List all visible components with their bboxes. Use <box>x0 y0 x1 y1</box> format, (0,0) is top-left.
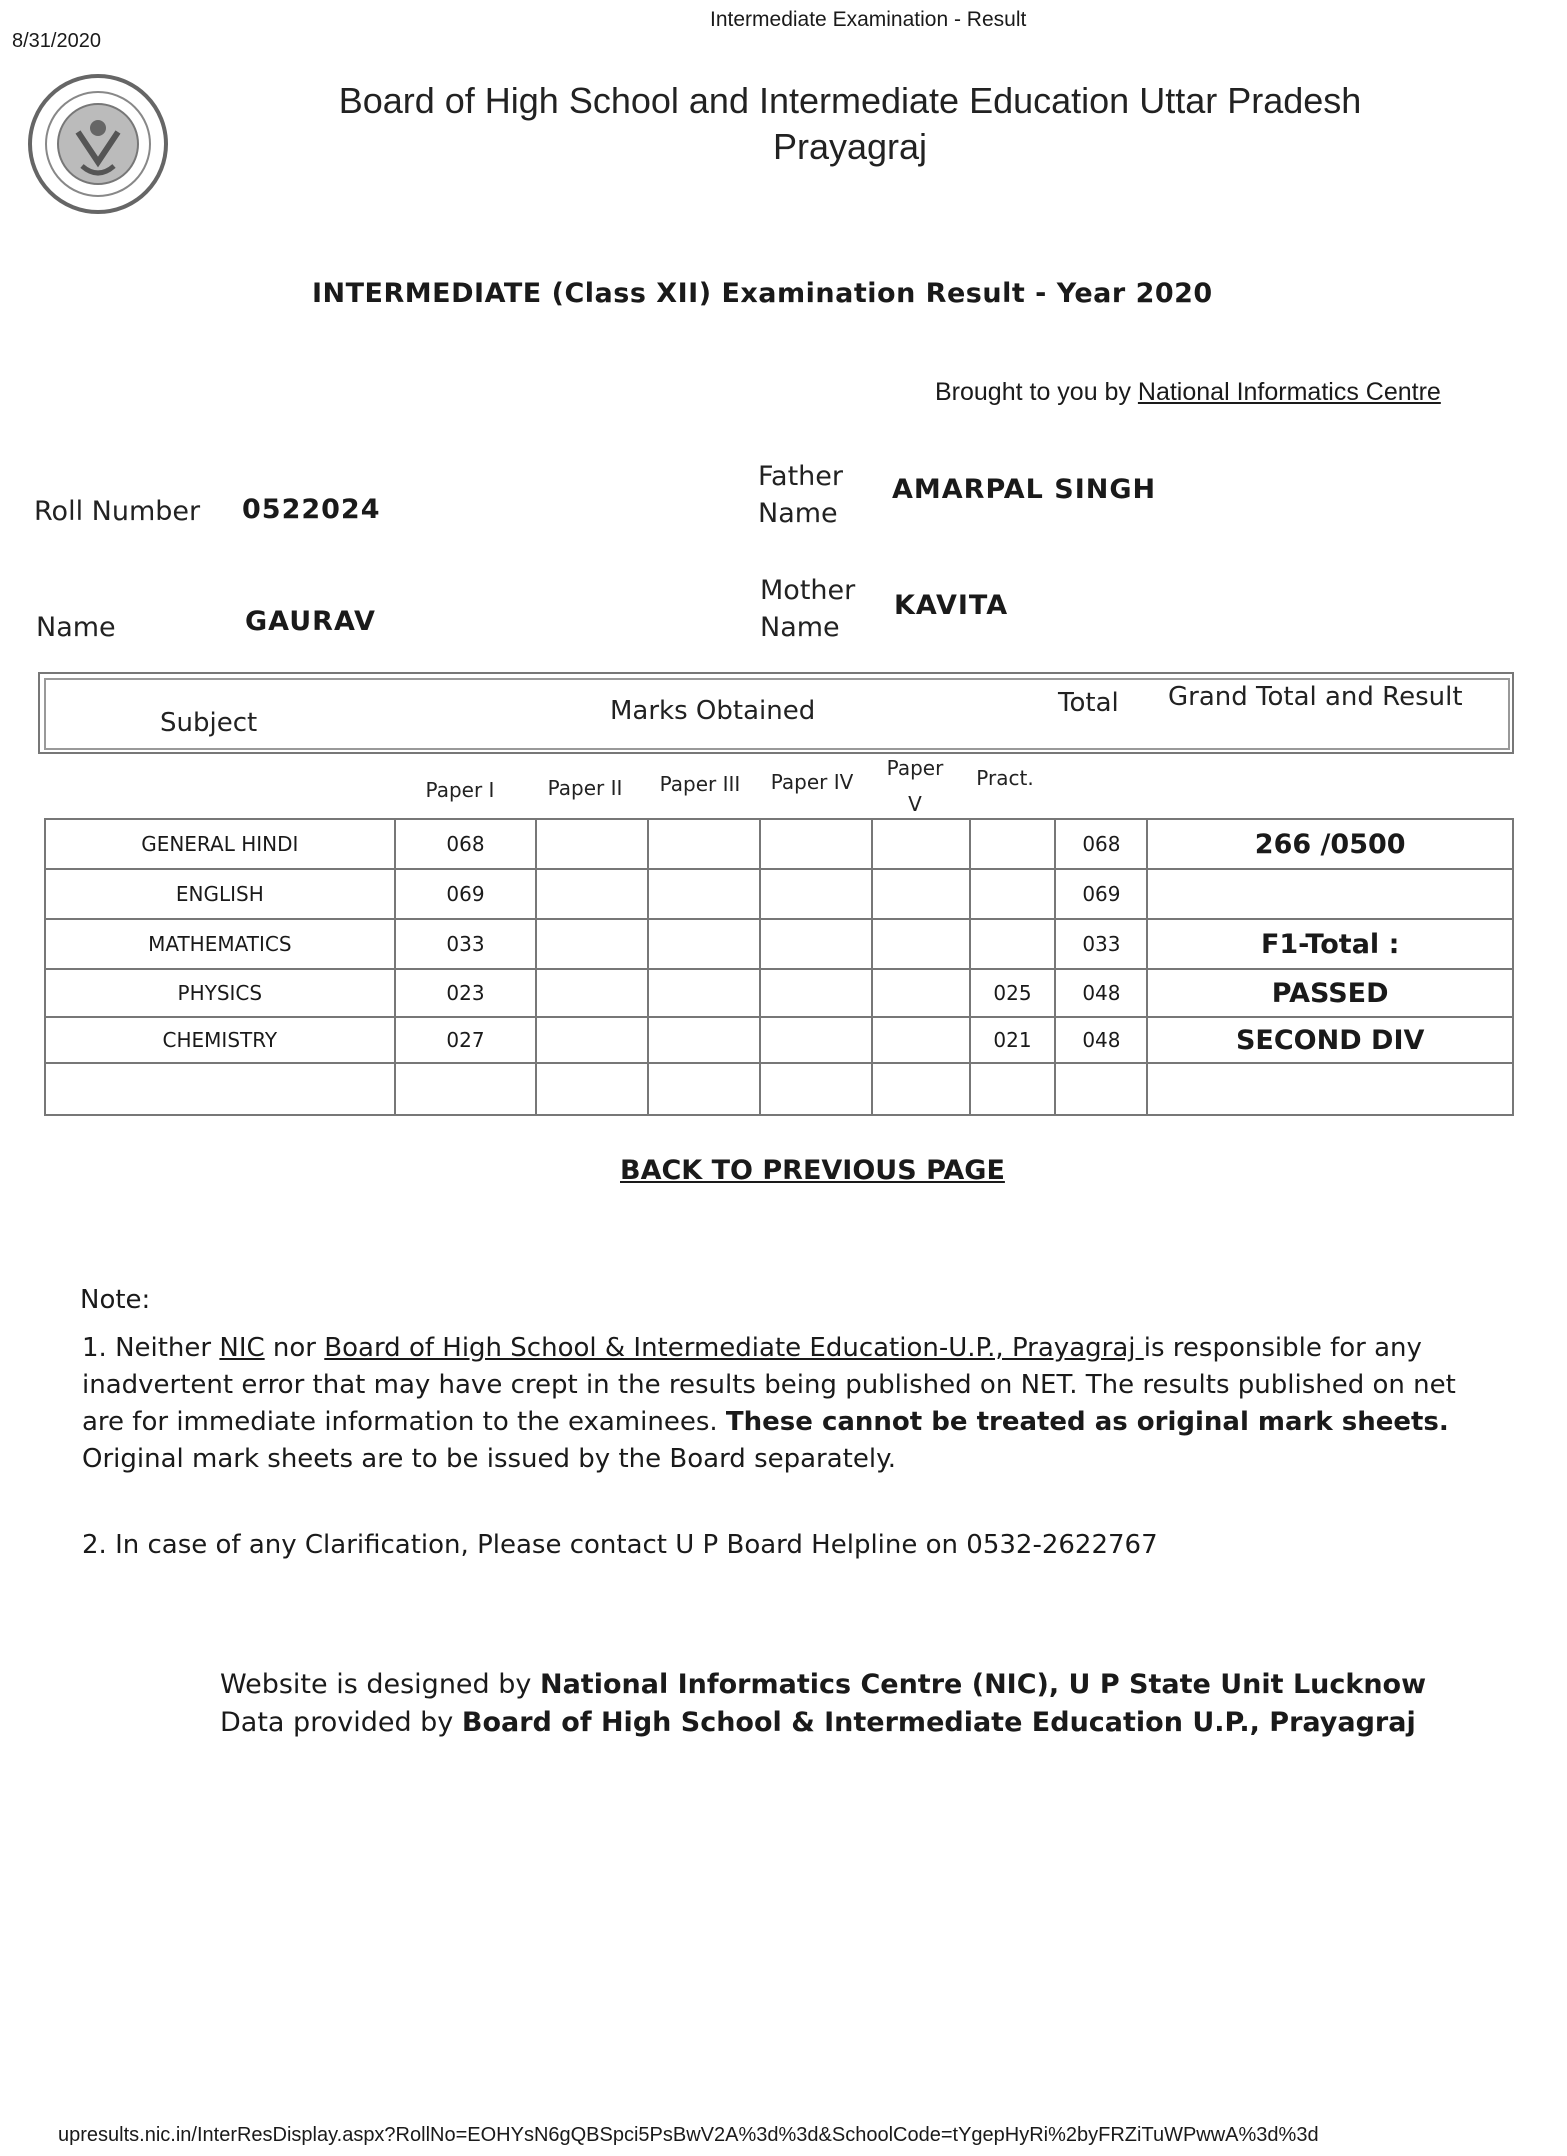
cell-p1: 069 <box>395 869 537 919</box>
cell-pract <box>970 1063 1056 1115</box>
header-subject: Subject <box>160 708 258 738</box>
cell-total: 048 <box>1055 1017 1147 1063</box>
subheader-paper-5-line2: V <box>908 792 922 816</box>
cell-p3 <box>648 919 760 969</box>
mother-label-line2: Name <box>760 612 840 643</box>
footer-line2-prefix: Data provided by <box>220 1707 462 1738</box>
board-name-line1: Board of High School and Intermediate Education Uttar Pradesh <box>338 80 1362 121</box>
cell-p5 <box>872 819 970 869</box>
cell-p2 <box>536 869 648 919</box>
roll-number-label: Roll Number <box>34 496 201 527</box>
cell-total: 048 <box>1055 969 1147 1017</box>
footer-line2 <box>220 1704 1416 1742</box>
cell-p1: 027 <box>395 1017 537 1063</box>
board-name <box>300 78 1400 170</box>
cell-result: 266 /0500 <box>1147 819 1513 869</box>
note-1-line3 <box>82 1404 1562 1441</box>
page-url: upresults.nic.in/InterResDisplay.aspx?RollNo=EOHYsN6gQBSpci5PsBwV2A%3d%3d&SchoolCode=tYgepHyRi%2byFRZiTuWPwwA%3d%3d <box>58 2124 1319 2146</box>
nic-link[interactable]: National Informatics Centre <box>1137 378 1441 406</box>
cell-p5 <box>872 869 970 919</box>
marks-table <box>44 818 1514 1116</box>
print-title: Intermediate Examination - Result <box>710 8 1027 31</box>
mother-name-value: KAVITA <box>894 590 1009 621</box>
cell-p1 <box>395 1063 537 1115</box>
cell-p4 <box>760 819 872 869</box>
subheader-paper-4: Paper IV <box>770 770 854 794</box>
note-1-line4: Original mark sheets are to be issued by the Board separately. <box>82 1444 897 1474</box>
brought-by <box>935 378 1441 407</box>
mother-label-line1: Mother <box>760 575 856 606</box>
cell-total: 033 <box>1055 919 1147 969</box>
up-government-seal-icon <box>22 70 174 218</box>
cell-p5 <box>872 1017 970 1063</box>
brought-by-prefix: Brought to you by <box>935 378 1138 406</box>
cell-p5 <box>872 969 970 1017</box>
cell-p5 <box>872 919 970 969</box>
cell-total <box>1055 1063 1147 1115</box>
note-1 <box>82 1330 1562 1478</box>
note-1-prefix: 1. Neither <box>82 1333 220 1363</box>
cell-p2 <box>536 819 648 869</box>
note-2: 2. In case of any Clarification, Please contact U P Board Helpline on 0532-2622767 <box>82 1530 1158 1560</box>
cell-pract: 025 <box>970 969 1056 1017</box>
table-row <box>45 919 1513 969</box>
cell-result <box>1147 1063 1513 1115</box>
header-total: Total <box>1058 688 1119 718</box>
note-1-rest: is responsible for any <box>1143 1333 1422 1363</box>
subheader-paper-1: Paper I <box>425 778 495 802</box>
cell-p4 <box>760 1017 872 1063</box>
cell-subject <box>45 1063 395 1115</box>
father-label-line2: Name <box>758 498 838 529</box>
name-value: GAURAV <box>245 606 376 637</box>
cell-pract <box>970 919 1056 969</box>
cell-p4 <box>760 1063 872 1115</box>
table-row <box>45 1017 1513 1063</box>
table-row <box>45 819 1513 869</box>
footer-line1-prefix: Website is designed by <box>220 1669 540 1700</box>
cell-subject: CHEMISTRY <box>45 1017 395 1063</box>
cell-p4 <box>760 919 872 969</box>
subheader-paper-5-line1: Paper <box>886 756 944 780</box>
cell-p1: 023 <box>395 969 537 1017</box>
note-1-line3b: These cannot be treated as original mark sheets. <box>725 1407 1449 1437</box>
note-1-line1 <box>82 1330 1562 1367</box>
father-name-value: AMARPAL SINGH <box>892 474 1157 505</box>
cell-p4 <box>760 869 872 919</box>
exam-title: INTERMEDIATE (Class XII) Examination Result - Year 2020 <box>312 278 1213 309</box>
note-heading: Note: <box>80 1285 151 1315</box>
note-nic-link[interactable]: NIC <box>219 1333 265 1363</box>
cell-result: PASSED <box>1147 969 1513 1017</box>
cell-p2 <box>536 1017 648 1063</box>
cell-p3 <box>648 1063 760 1115</box>
footer-line1 <box>220 1666 1426 1704</box>
note-1-line3a: are for immediate information to the examinees. <box>82 1407 726 1437</box>
footer-line2-bold: Board of High School & Intermediate Education U.P., Prayagraj <box>461 1707 1416 1738</box>
cell-p1: 033 <box>395 919 537 969</box>
cell-pract <box>970 869 1056 919</box>
cell-p3 <box>648 1017 760 1063</box>
cell-subject: MATHEMATICS <box>45 919 395 969</box>
cell-subject: GENERAL HINDI <box>45 819 395 869</box>
roll-number-value: 0522024 <box>242 494 381 525</box>
name-label: Name <box>36 612 116 643</box>
table-row <box>45 1063 1513 1115</box>
subheader-paper-5 <box>880 750 950 822</box>
board-name-line2: Prayagraj <box>772 126 928 167</box>
cell-p1: 068 <box>395 819 537 869</box>
father-name-label <box>758 458 843 532</box>
cell-result <box>1147 869 1513 919</box>
cell-p2 <box>536 1063 648 1115</box>
header-grand-total: Grand Total and Result <box>1168 682 1463 712</box>
cell-subject: ENGLISH <box>45 869 395 919</box>
note-1-mid: nor <box>264 1333 325 1363</box>
table-row <box>45 869 1513 919</box>
cell-p3 <box>648 969 760 1017</box>
note-board-link[interactable]: Board of High School & Intermediate Education-U.P., Prayagraj <box>324 1333 1144 1363</box>
subheader-paper-2: Paper II <box>547 776 623 800</box>
cell-pract <box>970 819 1056 869</box>
subheader-paper-3: Paper III <box>659 772 741 796</box>
cell-p5 <box>872 1063 970 1115</box>
cell-total: 069 <box>1055 869 1147 919</box>
cell-p3 <box>648 819 760 869</box>
note-1-line2: inadvertent error that may have crept in the results being published on NET. The results published on net <box>82 1370 1456 1400</box>
cell-total: 068 <box>1055 819 1147 869</box>
cell-result: F1-Total : <box>1147 919 1513 969</box>
cell-p2 <box>536 919 648 969</box>
cell-result: SECOND DIV <box>1147 1017 1513 1063</box>
header-marks-obtained: Marks Obtained <box>610 696 816 726</box>
print-date: 8/31/2020 <box>12 30 101 52</box>
mother-name-label <box>760 572 855 646</box>
cell-subject: PHYSICS <box>45 969 395 1017</box>
father-label-line1: Father <box>758 461 844 492</box>
cell-p4 <box>760 969 872 1017</box>
subheader-pract: Pract. <box>976 766 1034 790</box>
footer-line1-bold: National Informatics Centre (NIC), U P State Unit Lucknow <box>539 1669 1427 1700</box>
back-to-previous-page-link[interactable]: BACK TO PREVIOUS PAGE <box>620 1155 1005 1186</box>
cell-p2 <box>536 969 648 1017</box>
table-row <box>45 969 1513 1017</box>
cell-p3 <box>648 869 760 919</box>
cell-pract: 021 <box>970 1017 1056 1063</box>
